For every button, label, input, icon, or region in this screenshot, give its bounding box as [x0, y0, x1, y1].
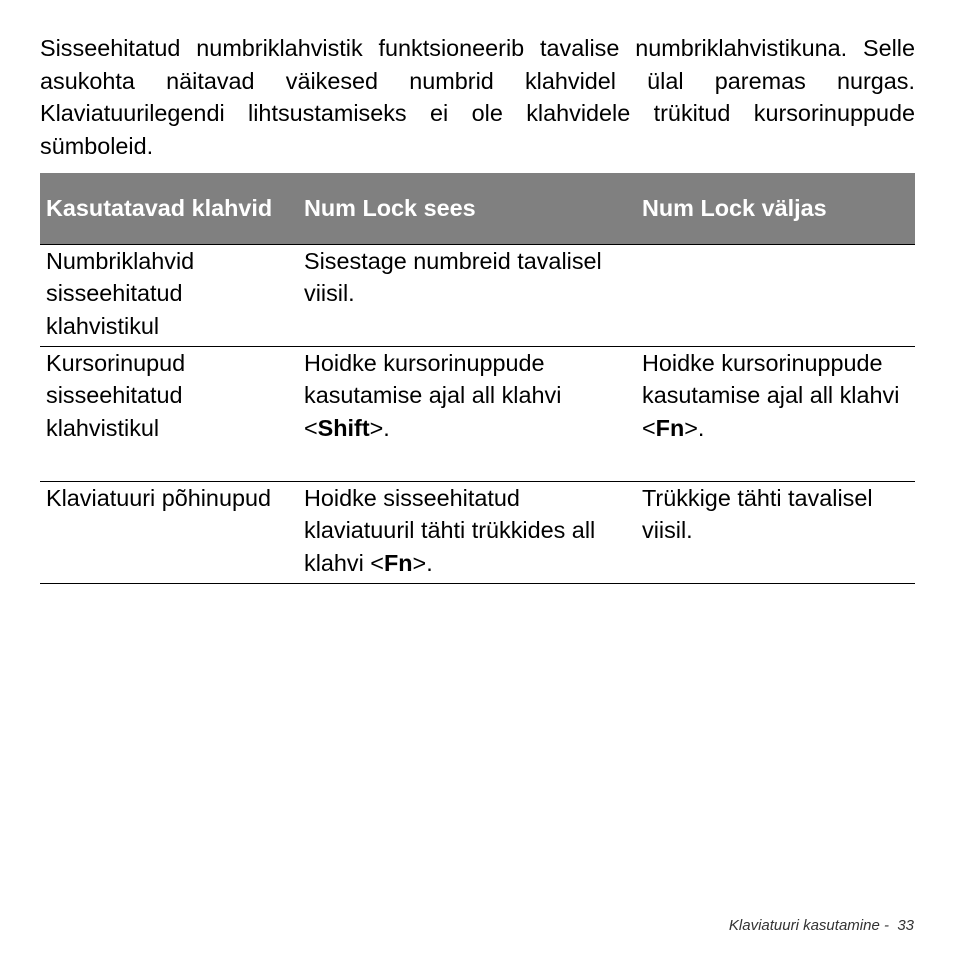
cell-numlock-on: [298, 481, 636, 583]
cell-text: Sisestage numbreid tavalisel viisil.: [304, 247, 602, 306]
footer-section: Klaviatuuri kasutamine -: [728, 917, 889, 934]
key-name: Shift: [317, 414, 370, 441]
key-name: Fn: [655, 414, 685, 441]
header-numlock-on: Num Lock sees: [298, 173, 636, 244]
cell-text: Hoidke kursorinuppude kasutamise ajal all klahvi <: [642, 349, 900, 441]
key-name: Fn: [383, 549, 413, 576]
keypad-table: [40, 173, 915, 584]
cell-text: >.: [412, 549, 433, 576]
cell-text: Trükkige tähti tavalisel viisil.: [642, 484, 873, 543]
cell-numlock-on: [298, 346, 636, 481]
cell-text: >.: [369, 414, 390, 441]
cell-numlock-on: [298, 244, 636, 346]
intro-paragraph: Sisseehitatud numbriklahvistik funktsioneerib tavalise numbriklahvistikuna. Selle asukohta näitavad väikesed numbrid klahvidel ülal paremas nurgas. Klaviatuurilegendi lihtsustamiseks ei ole klahvidele trükitud kursorinuppude sümboleid.: [40, 35, 915, 159]
cell-numlock-off: [636, 346, 915, 481]
cell-keys: Kursorinupud sisseehitatud klahvistikul: [40, 346, 298, 481]
header-numlock-off: Num Lock väljas: [636, 173, 915, 244]
table-row: [40, 346, 915, 481]
cell-keys: Numbriklahvid sisseehitatud klahvistikul: [40, 244, 298, 346]
page-footer: [729, 917, 914, 934]
cell-numlock-off: [636, 481, 915, 583]
table-row: [40, 244, 915, 346]
cell-numlock-off: [636, 244, 915, 346]
table-header-row: [40, 173, 915, 244]
page-number: 33: [897, 917, 914, 934]
cell-keys: Klaviatuuri põhinupud: [40, 481, 298, 583]
header-keys: Kasutatavad klahvid: [40, 173, 298, 244]
cell-text: >.: [684, 414, 705, 441]
table-row: [40, 481, 915, 583]
cell-text: Hoidke sisseehitatud klaviatuuril tähti trükkides all klahvi <: [304, 484, 596, 576]
cell-text: Hoidke kursorinuppude kasutamise ajal all klahvi <: [304, 349, 562, 441]
